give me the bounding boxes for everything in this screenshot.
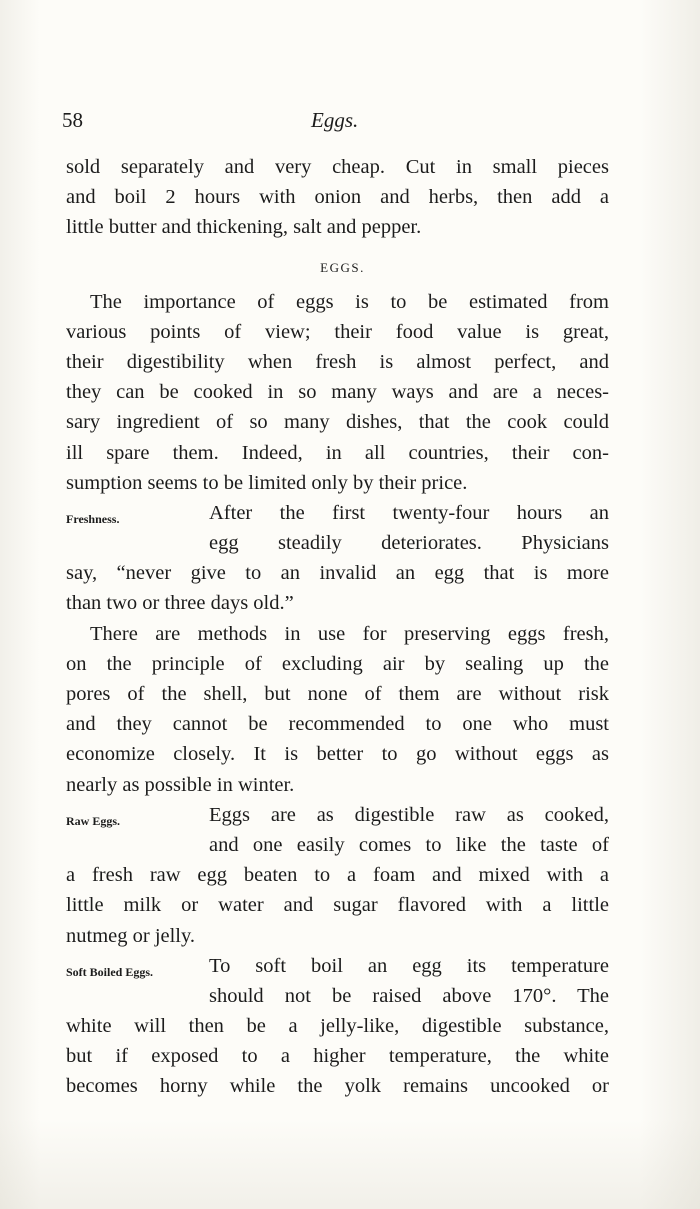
- freshness-paragraph: [66, 498, 609, 619]
- margin-note-freshness: Freshness.: [66, 511, 120, 526]
- text-line: Eggs are as digestible raw as cooked,: [209, 803, 609, 826]
- text-line: The importance of eggs is to be estimated from: [90, 290, 609, 313]
- page-body: [66, 152, 609, 1102]
- text-line: egg steadily deteriorates. Physicians: [209, 532, 609, 555]
- margin-note-soft-boiled-eggs: Soft Boiled Eggs.: [66, 964, 154, 979]
- text-line: than two or three days old.”: [66, 592, 294, 615]
- text-line: little milk or water and sugar flavored with a little: [66, 894, 609, 917]
- text-line: and they cannot be recommended to one who must: [66, 713, 609, 736]
- text-line: their digestibility when fresh is almost perfect, and: [66, 350, 609, 373]
- text-line: white will then be a jelly-like, digestible substance,: [66, 1015, 609, 1038]
- text-line: say, “never give to an invalid an egg that is more: [66, 562, 609, 585]
- soft-boiled-side-block: [66, 951, 609, 1011]
- preserving-paragraph: [66, 619, 609, 800]
- margin-note-raw-eggs: Raw Eggs.: [66, 813, 121, 828]
- page-edge-shading-bottom: [0, 1119, 700, 1209]
- text-line: a fresh raw egg beaten to a foam and mixed with a: [66, 864, 609, 887]
- text-line: After the first twenty-four hours an: [209, 501, 609, 524]
- continued-paragraph: [66, 152, 609, 243]
- text-line: There are methods in use for preserving eggs fresh,: [90, 622, 609, 645]
- page-edge-shading-right: [640, 0, 700, 1209]
- text-line: sold separately and very cheap. Cut in small pieces: [66, 156, 609, 178]
- freshness-side-block: [66, 498, 609, 558]
- text-line: nearly as possible in winter.: [66, 773, 295, 796]
- raw-eggs-paragraph: [66, 800, 609, 951]
- page-edge-shading-left: [0, 0, 40, 1209]
- raw-eggs-side-block: [66, 800, 609, 860]
- page-header: [0, 108, 700, 138]
- text-line: on the principle of excluding air by sealing up the: [66, 652, 609, 675]
- text-line: becomes horny while the yolk remains uncooked or: [66, 1075, 609, 1098]
- text-line: and boil 2 hours with onion and herbs, then add a: [66, 186, 609, 209]
- text-line: sumption seems to be limited only by their price.: [66, 471, 468, 494]
- running-title: Eggs.: [311, 108, 359, 132]
- text-line: should not be raised above 170°. The: [209, 984, 609, 1007]
- text-line: pores of the shell, but none of them are without risk: [66, 683, 609, 705]
- text-line: To soft boil an egg its temperature: [209, 954, 609, 977]
- text-line: nutmeg or jelly.: [66, 924, 196, 947]
- soft-boiled-eggs-paragraph: [66, 951, 609, 1102]
- text-line: ill spare them. Indeed, in all countries, their con-: [66, 441, 609, 464]
- intro-paragraph: [66, 287, 609, 498]
- text-line: and one easily comes to like the taste of: [209, 833, 609, 856]
- text-line: sary ingredient of so many dishes, that the cook could: [66, 411, 609, 434]
- text-line: various points of view; their food value is great,: [66, 320, 609, 343]
- text-line: economize closely. It is better to go without eggs as: [66, 743, 609, 766]
- text-line: they can be cooked in so many ways and are a neces-: [66, 381, 609, 404]
- text-line: little butter and thickening, salt and pepper.: [66, 216, 422, 239]
- text-line: but if exposed to a higher temperature, the white: [66, 1045, 609, 1068]
- page-number: 58: [62, 108, 83, 132]
- section-heading: EGGS.: [320, 259, 365, 275]
